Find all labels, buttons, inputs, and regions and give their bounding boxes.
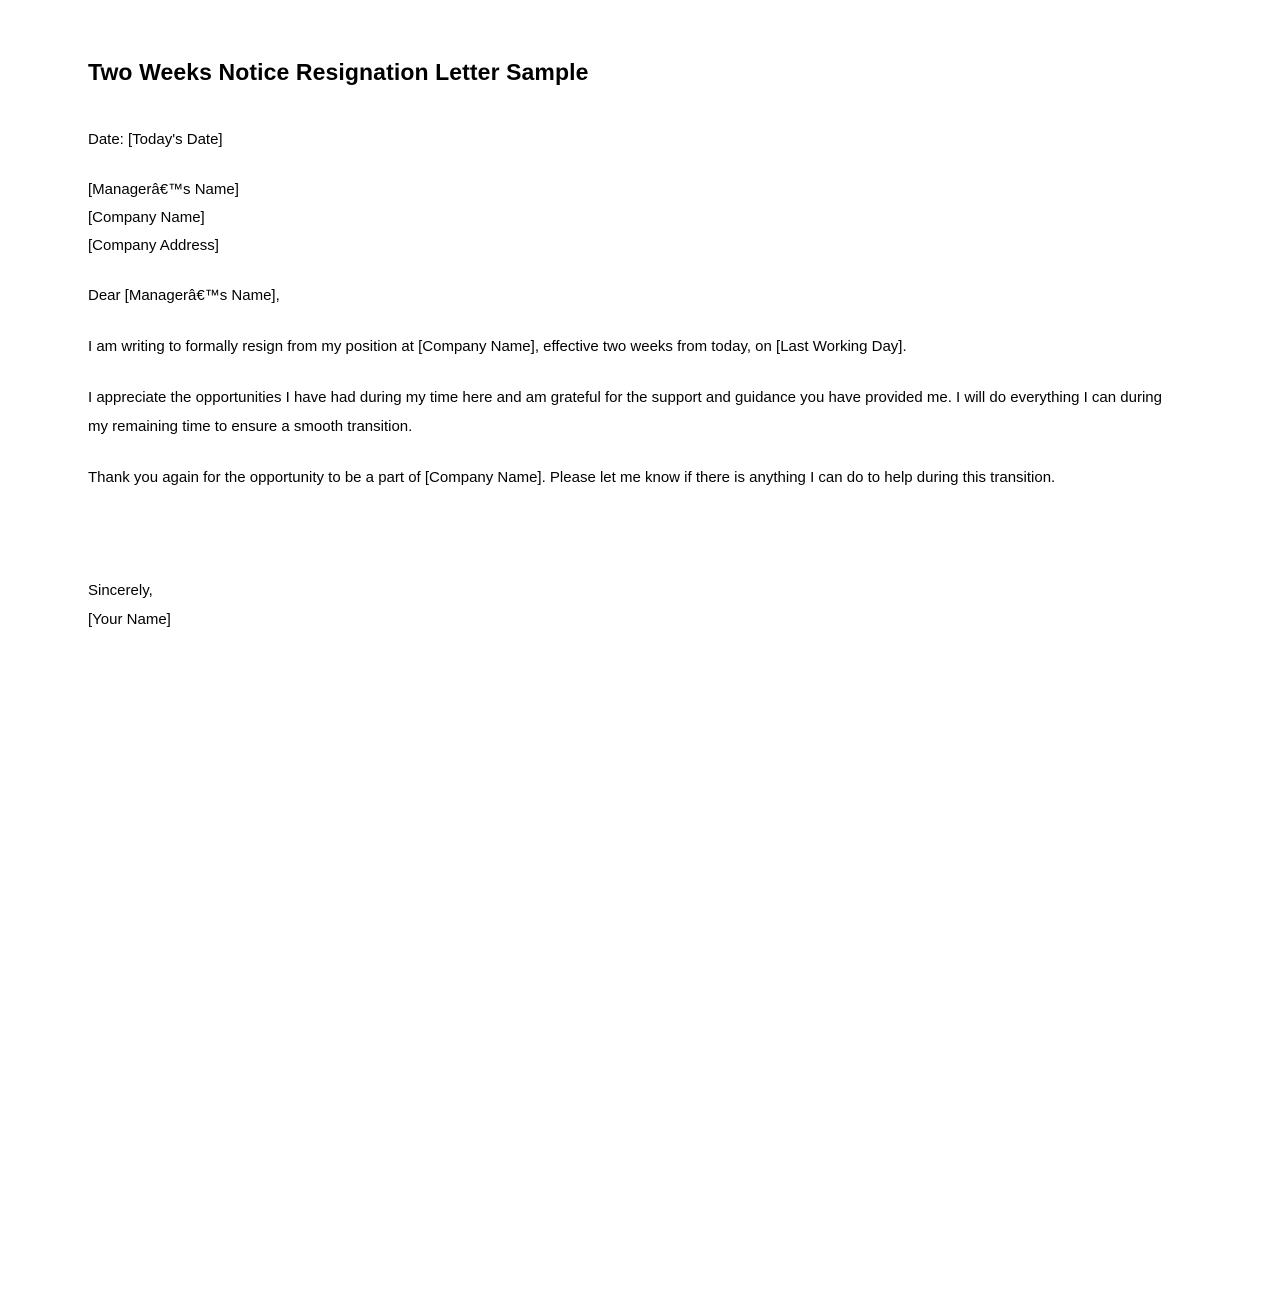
recipient-manager-name: [Managerâ€™s Name] [88, 180, 239, 198]
recipient-address-block [88, 176, 1190, 260]
recipient-company-name: [Company Name] [88, 208, 205, 226]
closing-signature-name: [Your Name] [88, 610, 171, 628]
body-paragraph-1: I am writing to formally resign from my position at [Company Name], effective two weeks from today, on [Last Working Day]. [88, 337, 907, 355]
page-title: Two Weeks Notice Resignation Letter Sample [88, 59, 589, 85]
salutation-line: Dear [Managerâ€™s Name], [88, 286, 280, 304]
closing-valediction: Sincerely, [88, 581, 153, 599]
date-block [88, 126, 1190, 154]
date-line: Date: [Today's Date] [88, 130, 223, 148]
signature-spacer [88, 514, 1190, 576]
body-paragraph-3: Thank you again for the opportunity to be a part of [Company Name]. Please let me know if there is anything I can do to help during this transition. [88, 468, 1056, 486]
recipient-company-address: [Company Address] [88, 236, 219, 254]
closing-block [88, 576, 1190, 634]
salutation-block [88, 282, 1190, 310]
letter-body [88, 332, 1190, 492]
body-paragraph-2: I appreciate the opportunities I have had during my time here and am grateful for the support and guidance you have provided me. I will do everything I can during my remaining time to ensure a smooth transition. [88, 388, 1162, 435]
